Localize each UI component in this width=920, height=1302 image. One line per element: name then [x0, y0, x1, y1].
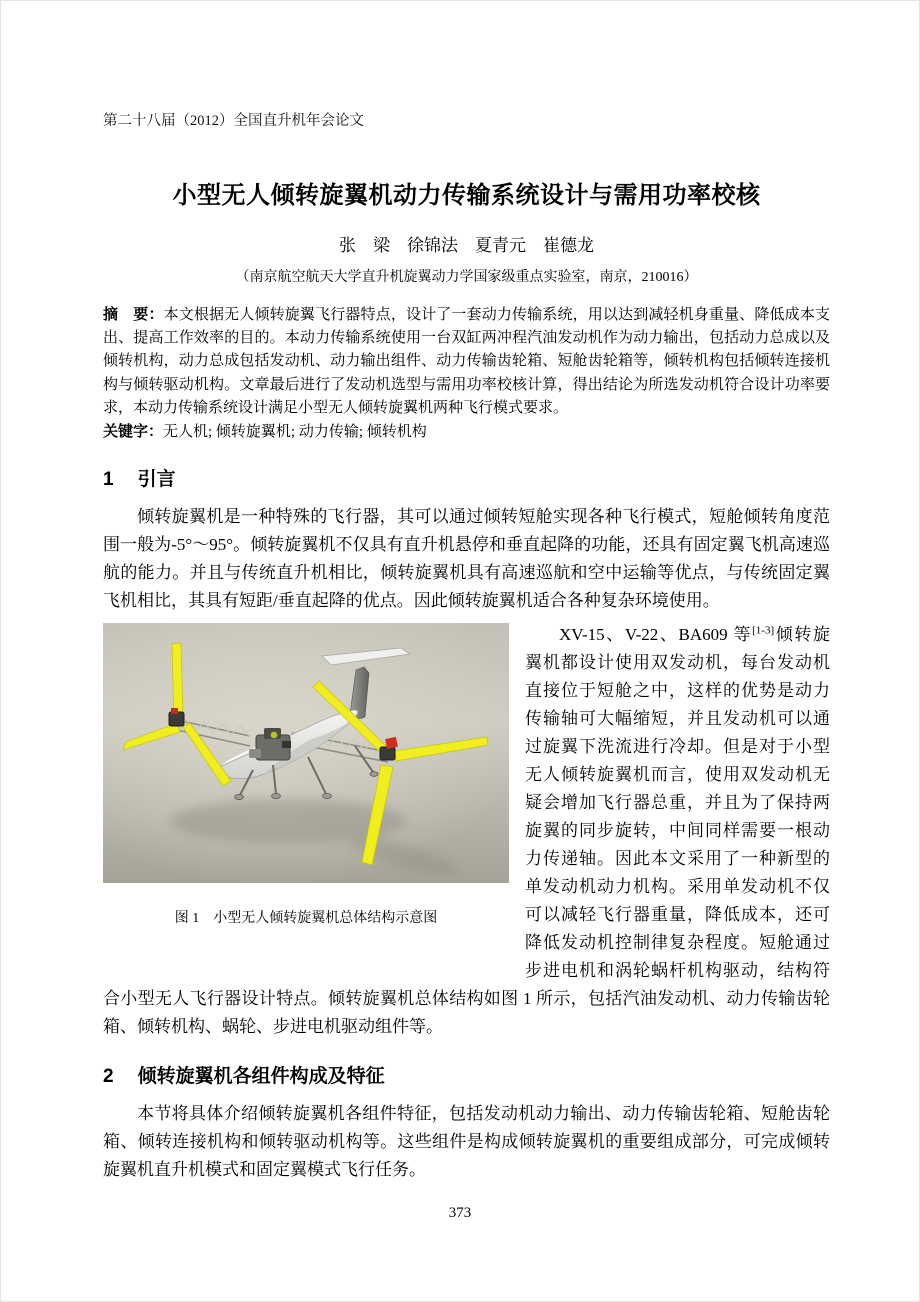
authors-line: 张 梁 徐锦法 夏青元 崔德龙: [339, 236, 594, 255]
tiltrotor-rendering-image: [103, 623, 509, 883]
keywords-text: 无人机; 倾转旋翼机; 动力传输; 倾转机构: [163, 424, 427, 441]
abstract-paragraph: [103, 303, 830, 420]
paper-title: 小型无人倾转旋翼机动力传输系统设计与需用功率校核: [172, 182, 761, 209]
section-1-number: 1: [103, 469, 114, 491]
section-2-paragraph-1: 本节将具体介绍倾转旋翼机各组件特征，包括发动机动力输出、动力传输齿轮箱、短舱齿轮箱、倾转连接机构和倾转驱动机构等。这些组件是构成倾转旋翼机的重要组成部分，可完成倾转旋翼机直升机模式和固定翼模式飞行任务。: [103, 1104, 830, 1180]
citation-reference: [1-3]: [752, 624, 775, 637]
figure-1-caption: 图 1 小型无人倾转旋翼机总体结构示意图: [174, 911, 438, 927]
abstract-label: 摘 要：: [103, 306, 164, 323]
keywords-label: 关键字：: [103, 423, 164, 441]
affiliation-line: （南京航空航天大学直升机旋翼动力学国家级重点实验室，南京，210016）: [235, 270, 698, 285]
paragraph-2-text-start: XV-15、V-22、BA609 等: [559, 625, 753, 645]
section-2-title: 倾转旋翼机各组件构成及特征: [137, 1066, 385, 1088]
figure-1: [103, 623, 509, 929]
page-number: 373: [448, 1205, 472, 1221]
section-1-paragraph-1: 倾转旋翼机是一种特殊的飞行器，其可以通过倾转短舱实现各种飞行模式，短舱倾转角度范围一般为-5°～95°。倾转旋翼机不仅具有直升机悬停和垂直起降的功能，还具有固定翼飞机高速巡航的能力。并且与传统直升机相比，倾转旋翼机具有高速巡航和空中运输等优点，与传统固定翼飞机相比，其具有短距/垂直起降的优点。因此倾转旋翼机适合各种复杂环境使用。: [103, 507, 830, 611]
figure-text-wrap-region: [103, 621, 830, 1041]
running-header: 第二十八届（2012）全国直升机年会论文: [103, 113, 364, 129]
section-2-number: 2: [103, 1066, 114, 1088]
keywords-line: [103, 420, 830, 444]
section-2-heading: [103, 1064, 830, 1090]
paragraph-2-text-end: 倾转旋翼机都设计使用双发动机，每台发动机直接位于短舱之中，这样的优势是动力传输轴可大幅缩短，并且发动机可以通过旋翼下洗流进行冷却。但是对于小型无人倾转旋翼机而言，使用双发动机无疑会增加飞行器总重，并且为了保持两旋翼的同步旋转，中间同样需要一根动力传递轴。因此本文采用了一种新型的单发动机动力机构。采用单发动机不仅可以减轻飞行器重量，降低成本，还可降低发动机控制律复杂程度。短舱通过步进电机和涡轮蜗杆机构驱动，结构符合小型无人飞行器设计特点。倾转旋翼机总体结构如图 1 所示，包括汽油发动机、动力传输齿轮箱、倾转机构、蜗轮、步进电机驱动组件等。: [103, 625, 831, 1037]
section-1-title: 引言: [137, 469, 176, 491]
section-1-heading: [103, 467, 830, 493]
abstract-text: 本文根据无人倾转旋翼飞行器特点，设计了一套动力传输系统，用以达到减轻机身重量、降低成本支出、提高工作效率的目的。本动力传输系统使用一台双缸两冲程汽油发动机作为动力输出，包括动力总成以及倾转机构，动力总成包括发动机、动力输出组件、动力传输齿轮箱、短舱齿轮箱等，倾转机构包括倾转连接机构与倾转驱动机构。文章最后进行了发动机选型与需用功率校核计算，得出结论为所选发动机符合设计功率要求，本动力传输系统设计满足小型无人倾转旋翼机两种飞行模式要求。: [103, 307, 830, 416]
